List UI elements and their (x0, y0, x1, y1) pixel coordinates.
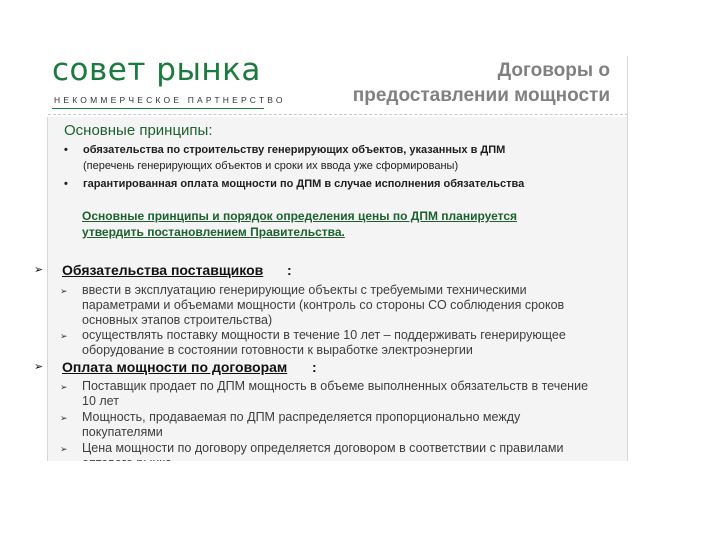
arrowhead-bullet-icon: ➢ (60, 444, 68, 454)
slide-title (353, 58, 610, 108)
bottom-area (0, 461, 720, 540)
arrowhead-bullet-icon: ➢ (34, 264, 44, 276)
bullet-icon: • (64, 178, 68, 190)
principle-text: (перечень генерирующих объектов и сроки их ввода уже сформированы) (83, 160, 459, 172)
logo-subtitle: НЕКОММЕРЧЕСКОЕ ПАРТНЕРСТВО (54, 95, 286, 105)
principles-heading: Основные принципы: (64, 122, 213, 139)
header-divider (48, 114, 628, 115)
principles-note (82, 208, 517, 240)
item-line: оборудование в состоянии готовности к выработке электроэнергии (82, 343, 473, 357)
arrowhead-bullet-icon: ➢ (34, 361, 44, 373)
logo-wordmark: совет рынка (52, 52, 261, 88)
logo-underline (52, 108, 264, 109)
item-line: параметрами и объемами мощности (контроль со стороны СО соблюдения сроков (82, 298, 565, 312)
item-line: Цена мощности по договору определяется договором в соответствии с правилами (82, 441, 564, 455)
arrowhead-bullet-icon: ➢ (60, 382, 68, 392)
item-line: Мощность, продаваемая по ДПМ распределяется пропорционально между (82, 410, 521, 424)
section-title: Оплата мощности по договорам (62, 359, 288, 375)
bullet-icon: • (64, 144, 68, 156)
principle-text: гарантированная оплата мощности по ДПМ в случае исполнения обязательства (83, 178, 525, 190)
item-line: осуществлять поставку мощности в течение 10 лет – поддерживать генерирующее (82, 328, 566, 342)
arrowhead-bullet-icon: ➢ (60, 331, 68, 341)
section-title: Обязательства поставщиков (62, 262, 264, 278)
note-line: утвердить постановлением Правительства. (82, 225, 345, 239)
item-line: ввести в эксплуатацию генерирующие объекты с требуемыми техническими (82, 283, 527, 297)
item-line: Поставщик продает по ДПМ мощность в объеме выполненных обязательств в течение (82, 379, 589, 393)
item-line: покупателями (82, 425, 163, 439)
principle-text: обязательства по строительству генерирующих объектов, указанных в ДПМ (83, 144, 506, 156)
colon: : (312, 359, 317, 375)
colon: : (287, 262, 292, 278)
panel-right-border (627, 56, 628, 461)
slide-title-line1: Договоры о (497, 60, 610, 81)
item-line: основных этапов строительства) (82, 313, 273, 327)
note-line: Основные принципы и порядок определения цены по ДПМ планируется (82, 209, 518, 223)
item-line: 10 лет (82, 394, 119, 408)
arrowhead-bullet-icon: ➢ (60, 413, 68, 423)
arrowhead-bullet-icon: ➢ (60, 286, 68, 296)
slide-title-line2: предоставлении мощности (352, 85, 610, 106)
panel-left-border (47, 117, 48, 461)
